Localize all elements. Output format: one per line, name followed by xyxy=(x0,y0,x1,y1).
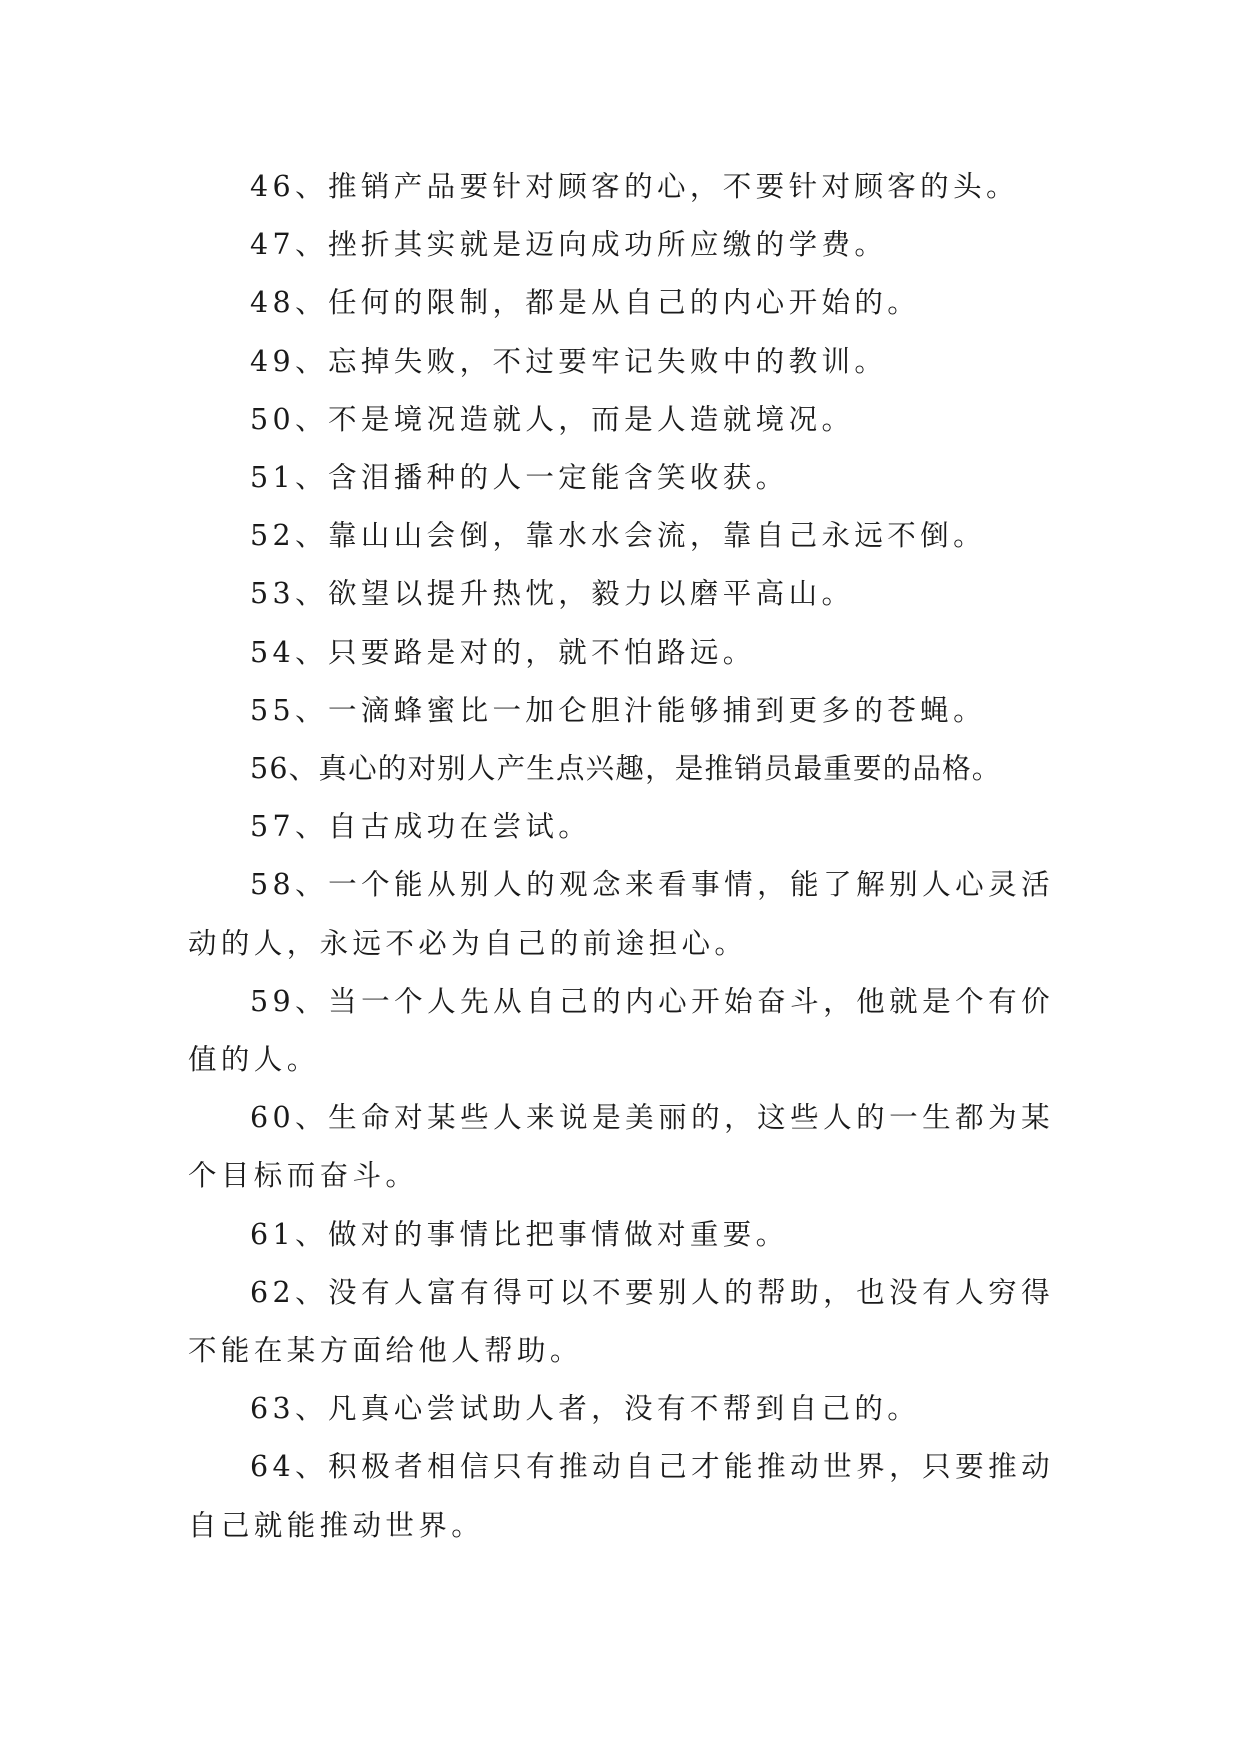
quote-item-53: 53、欲望以提升热忱，毅力以磨平高山。 xyxy=(250,577,855,611)
quote-item-52: 52、靠山山会倒，靠水水会流，靠自己永远不倒。 xyxy=(250,519,986,553)
quote-item-59: 59、当一个人先从自己的内心开始奋斗，他就是个有价值的人。 xyxy=(188,984,1054,1077)
quote-item-58: 58、一个能从别人的观念来看事情，能了解别人心灵活动的人，永远不必为自己的前途担心。 xyxy=(188,868,1054,960)
quote-item-64: 64、积极者相信只有推动自己才能推动世界，只要推动自己就能推动世界。 xyxy=(188,1450,1054,1542)
quote-item-63: 63、凡真心尝试助人者，没有不帮到自己的。 xyxy=(250,1392,921,1426)
quote-item-62: 62、没有人富有得可以不要别人的帮助，也没有人穷得不能在某方面给他人帮助。 xyxy=(188,1275,1054,1368)
quote-item-55: 55、一滴蜂蜜比一加仑胆汁能够捕到更多的苍蝇。 xyxy=(250,693,986,727)
quote-item-47: 47、挫折其实就是迈向成功所应缴的学费。 xyxy=(250,228,888,262)
quote-item-61: 61、做对的事情比把事情做对重要。 xyxy=(250,1217,789,1251)
quote-item-54: 54、只要路是对的，就不怕路远。 xyxy=(250,635,756,669)
quote-item-48: 48、任何的限制，都是从自己的内心开始的。 xyxy=(250,286,921,320)
quote-item-51: 51、含泪播种的人一定能含笑收获。 xyxy=(250,461,789,495)
quote-item-60: 60、生命对某些人来说是美丽的，这些人的一生都为某个目标而奋斗。 xyxy=(188,1101,1054,1193)
quote-item-46: 46、推销产品要针对顾客的心，不要针对顾客的头。 xyxy=(250,170,1019,203)
quote-item-49: 49、忘掉失败，不过要牢记失败中的教训。 xyxy=(250,344,888,378)
quote-list xyxy=(188,158,1054,1555)
quote-item-57: 57、自古成功在尝试。 xyxy=(250,810,592,844)
quote-item-56: 56、真心的对别人产生点兴趣，是推销员最重要的品格。 xyxy=(250,752,1002,786)
quote-item-50: 50、不是境况造就人，而是人造就境况。 xyxy=(250,402,855,436)
